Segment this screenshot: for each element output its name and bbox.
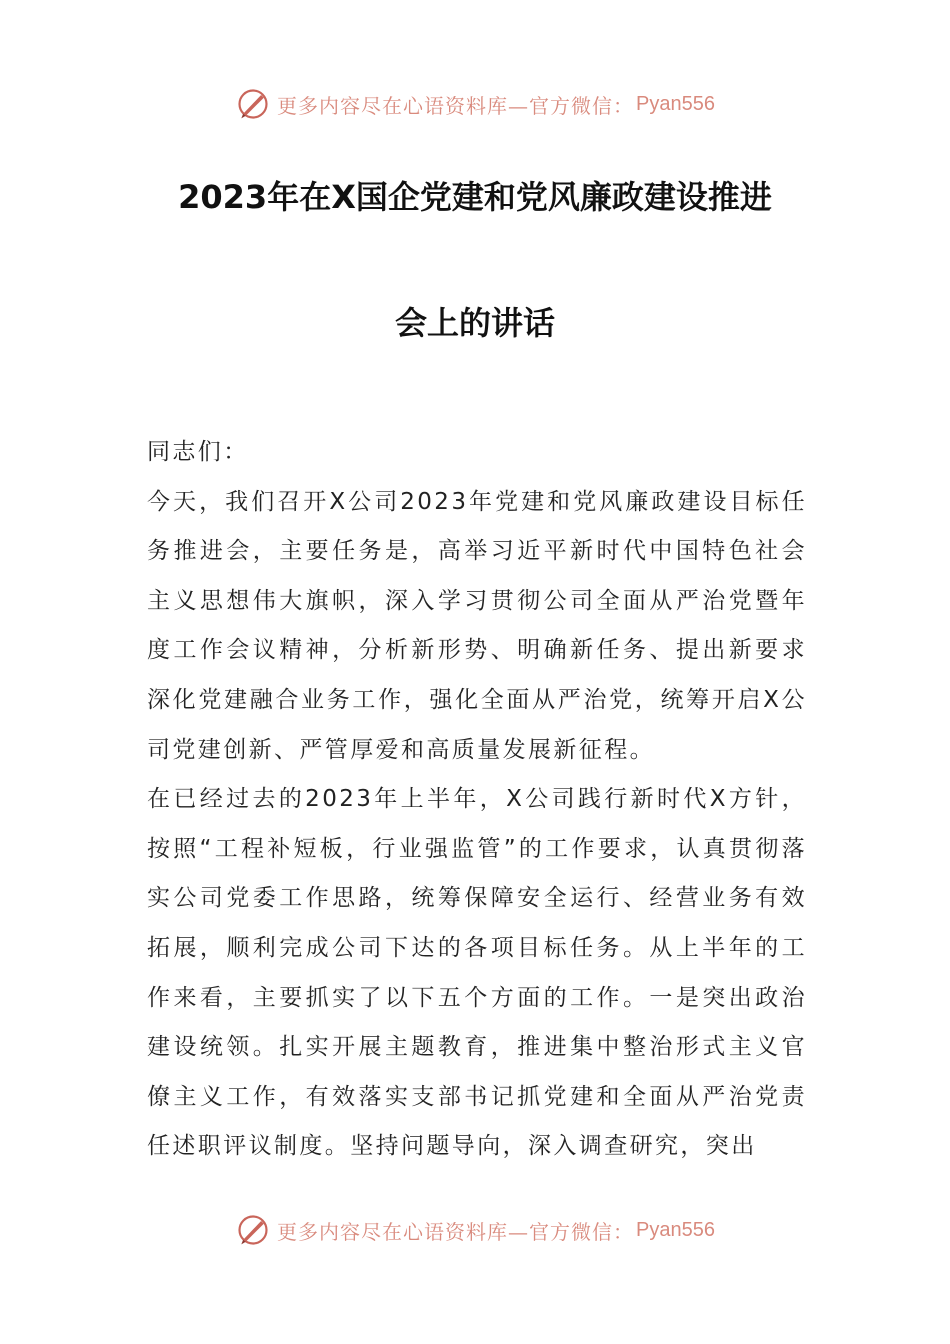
document-title-line1: 2023年在X国企党建和党风廉政建设推进 xyxy=(178,178,772,216)
paragraph-1: 今天，我们召开X公司2023年党建和党风廉政建设目标任务推进会，主要任务是，高举习近平新时代中国特色社会主义思想伟大旗帜，深入学习贯彻公司全面从严治党暨年度工作会议精神，分析新形势、明确新任务、提出新要求深化党建融合业务工作，强化全面从严治党，统筹开启X公司党建创新、严管厚爱和高质量发展新征程。 xyxy=(147,488,807,763)
watermark-id: Pyan556 xyxy=(636,1218,715,1241)
pen-circle-logo-icon xyxy=(235,86,271,122)
watermark-banner-top xyxy=(0,84,950,124)
watermark-text: 更多内容尽在心语资料库—官方微信： xyxy=(277,93,635,118)
watermark-banner-bottom xyxy=(0,1210,950,1250)
document-title-line2: 会上的讲话 xyxy=(394,304,555,342)
paragraph-2: 在已经过去的2023年上半年，X公司践行新时代X方针，按照“工程补短板，行业强监管”的工作要求，认真贯彻落实公司党委工作思路，统筹保障安全运行、经营业务有效拓展，顺利完成公司下达的各项目标任务。从上半年的工作来看，主要抓实了以下五个方面的工作。一是突出政治建设统领。扎实开展主题教育，推进集中整治形式主义官僚主义工作，有效落实支部书记抓党建和全面从严治党责任述职评议制度。坚持问题导向，深入调查研究，突出 xyxy=(147,786,807,1160)
watermark-text: 更多内容尽在心语资料库—官方微信： xyxy=(277,1219,635,1244)
document-body xyxy=(147,428,807,1172)
watermark-id: Pyan556 xyxy=(636,92,715,115)
salutation: 同志们： xyxy=(147,439,249,465)
pen-circle-logo-icon xyxy=(235,1212,271,1248)
